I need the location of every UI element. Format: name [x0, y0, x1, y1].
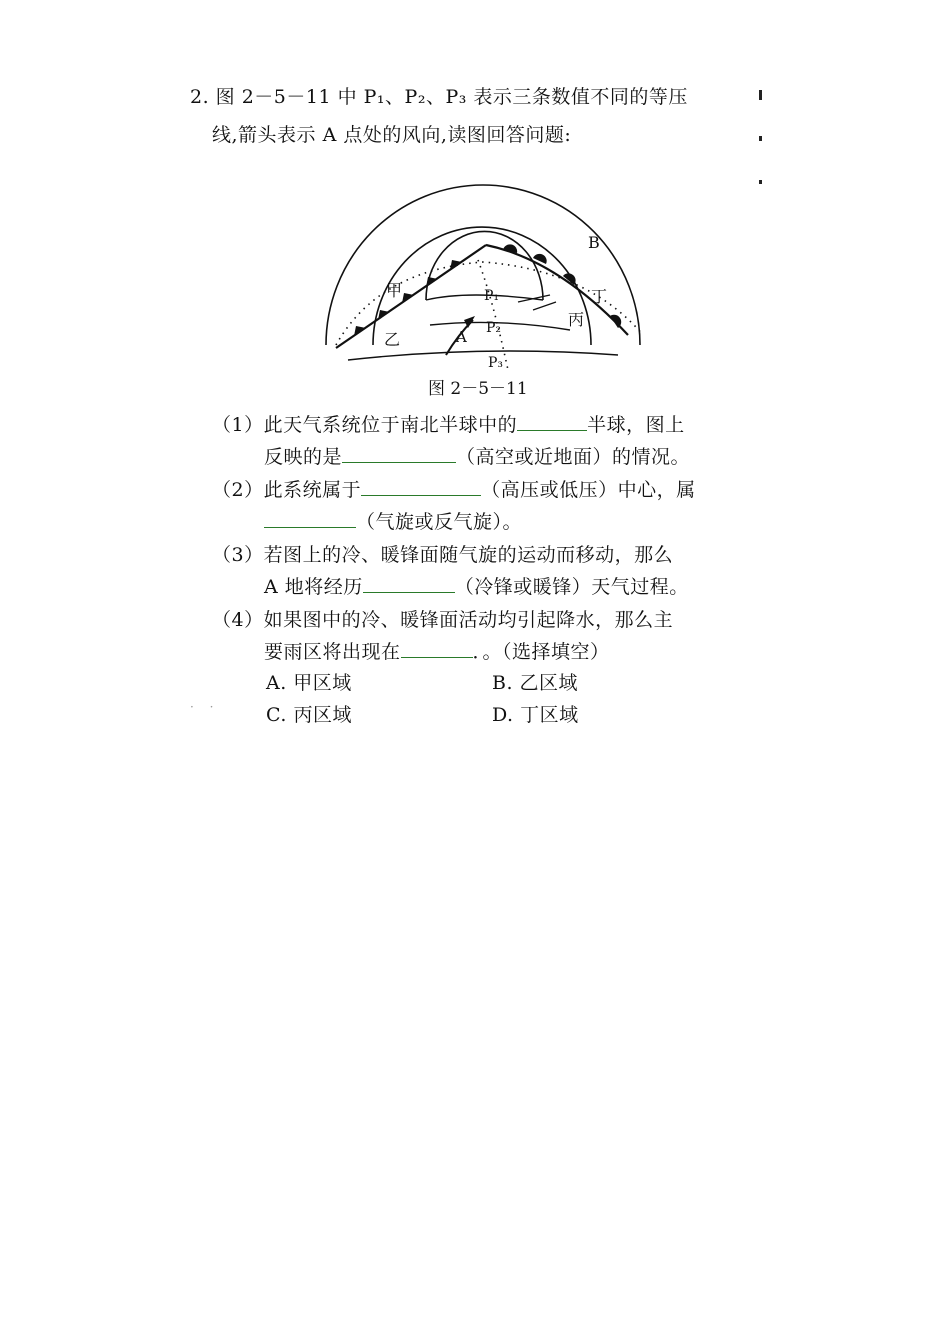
- figure-caption: 图 2－5－11: [428, 379, 528, 399]
- q1-altitude-blank[interactable]: [342, 444, 456, 463]
- q2-text-pre: （2）此系统属于: [212, 479, 362, 501]
- scan-edge-mark: [759, 136, 762, 141]
- scan-edge-mark: [759, 180, 762, 184]
- isobar-p3-base: [348, 351, 618, 360]
- option-b[interactable]: B. 乙区域: [492, 672, 579, 694]
- q3-line2: [264, 572, 689, 599]
- q2-line2: [264, 507, 522, 534]
- diagram-svg: [318, 150, 648, 380]
- q4-line1: （4）如果图中的冷、暖锋面活动均引起降水，那么主: [212, 609, 674, 631]
- question-intro-line1: 2. 图 2－5－11 中 P₁、P₂、P₃ 表示三条数值不同的等压: [190, 86, 688, 108]
- q4-rain-area-blank[interactable]: [401, 639, 473, 658]
- q3-line2-pre: A 地将经历: [264, 576, 363, 598]
- q4-line2-post: ．。（选择填空）: [472, 641, 610, 663]
- q2-line2-post: （气旋或反气旋）。: [356, 511, 523, 533]
- q2-line1: [212, 475, 696, 502]
- q3-line2-post: （冷锋或暖锋）天气过程。: [454, 576, 689, 598]
- scan-edge-mark: [759, 90, 762, 100]
- inner-arrow-2: [533, 302, 556, 310]
- q1-text-pre: （1）此天气系统位于南北半球中的: [212, 414, 518, 436]
- q1-line1: [212, 410, 685, 437]
- isobar-p2-outer: [373, 227, 591, 345]
- isobar-p3-outer: [326, 185, 640, 345]
- label-p3: P₃: [488, 355, 504, 371]
- inner-arrow: [518, 295, 550, 302]
- option-a[interactable]: A. 甲区域: [266, 672, 352, 694]
- q4-line2: [264, 637, 610, 664]
- label-a: A: [456, 328, 467, 346]
- q3-line1: （3）若图上的冷、暖锋面随气旋的运动而移动，那么: [212, 544, 674, 566]
- dotted-region-boundary-lower: [478, 260, 508, 370]
- weather-system-diagram: [318, 150, 648, 380]
- q2-cyclone-blank[interactable]: [264, 509, 356, 528]
- option-c[interactable]: C. 丙区域: [266, 704, 352, 726]
- q1-text-post: 半球，图上: [587, 414, 685, 436]
- q1-line2-post: （高空或近地面）的情况。: [456, 446, 691, 468]
- q1-line2: [264, 442, 690, 469]
- label-yi: 乙: [384, 330, 401, 349]
- q3-front-blank[interactable]: [363, 574, 455, 593]
- q2-pressure-blank[interactable]: [361, 477, 481, 496]
- label-jia: 甲: [386, 281, 403, 300]
- option-d[interactable]: D. 丁区域: [492, 704, 579, 726]
- label-ding: 丁: [591, 287, 608, 306]
- label-b: B: [588, 233, 600, 252]
- question-intro-line2: 线,箭头表示 A 点处的风向,读图回答问题:: [212, 124, 572, 146]
- q1-line2-pre: 反映的是: [264, 446, 343, 468]
- scan-noise-dots: · ·: [190, 700, 220, 714]
- q4-line2-pre: 要雨区将出现在: [264, 641, 401, 663]
- q1-hemisphere-blank[interactable]: [517, 412, 587, 431]
- label-bing: 丙: [568, 310, 585, 329]
- q2-text-post: （高压或低压）中心，属: [481, 479, 696, 501]
- label-p2: P₂: [486, 320, 502, 336]
- label-p1: P₁: [484, 288, 500, 304]
